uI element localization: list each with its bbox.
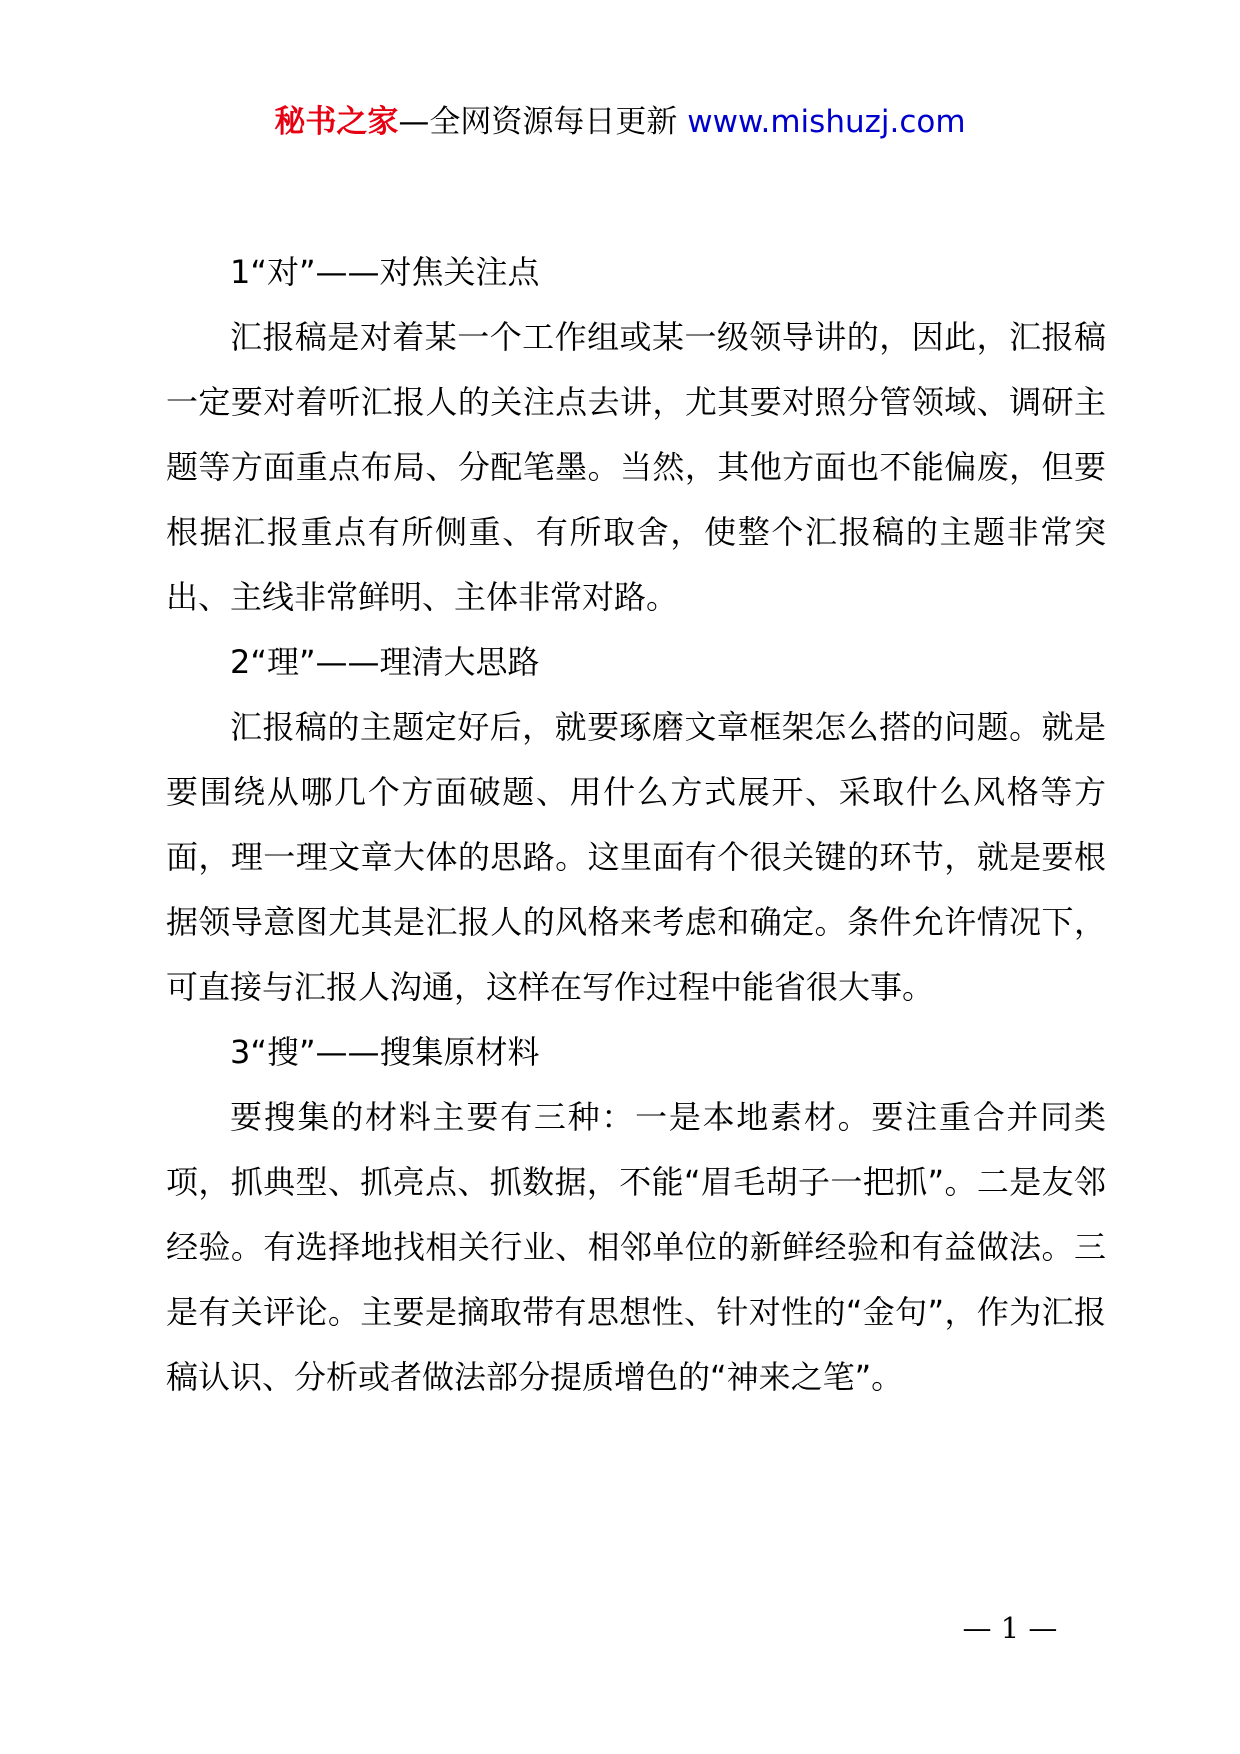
section-paragraph-1: 汇报稿是对着某一个工作组或某一级领导讲的，因此，汇报稿一定要对着听汇报人的关注点去讲，尤其要对照分管领域、调研主题等方面重点布局、分配笔墨。当然，其他方面也不能偏废，但要根据汇报重点有所侧重、有所取舍，使整个汇报稿的主题非常突出、主线非常鲜明、主体非常对路。	[166, 318, 1106, 616]
header-tagline: —全网资源每日更新	[398, 104, 688, 140]
header-brand: 秘书之家	[274, 104, 399, 140]
page-number: — 1 —	[962, 1611, 1058, 1645]
document-body	[166, 240, 1106, 1410]
section-paragraph-2: 汇报稿的主题定好后，就要琢磨文章框架怎么搭的问题。就是要围绕从哪几个方面破题、用什么方式展开、采取什么风格等方面，理一理文章大体的思路。这里面有个很关键的环节，就是要根据领导意图尤其是汇报人的风格来考虑和确定。条件允许情况下，可直接与汇报人沟通，这样在写作过程中能省很大事。	[166, 708, 1106, 1006]
section-paragraph-3: 要搜集的材料主要有三种：一是本地素材。要注重合并同类项，抓典型、抓亮点、抓数据，不能“眉毛胡子一把抓”。二是友邻经验。有选择地找相关行业、相邻单位的新鲜经验和有益做法。三是有关评论。主要是摘取带有思想性、针对性的“金句”，作为汇报稿认识、分析或者做法部分提质增色的“神来之笔”。	[166, 1098, 1106, 1396]
document-header	[0, 100, 1240, 144]
section-heading-3: 3“搜”——搜集原材料	[230, 1033, 540, 1071]
section-heading-2: 2“理”——理清大思路	[230, 643, 540, 681]
header-url-link[interactable]: www.mishuzj.com	[687, 104, 966, 140]
section-heading-1: 1“对”——对焦关注点	[230, 253, 540, 291]
